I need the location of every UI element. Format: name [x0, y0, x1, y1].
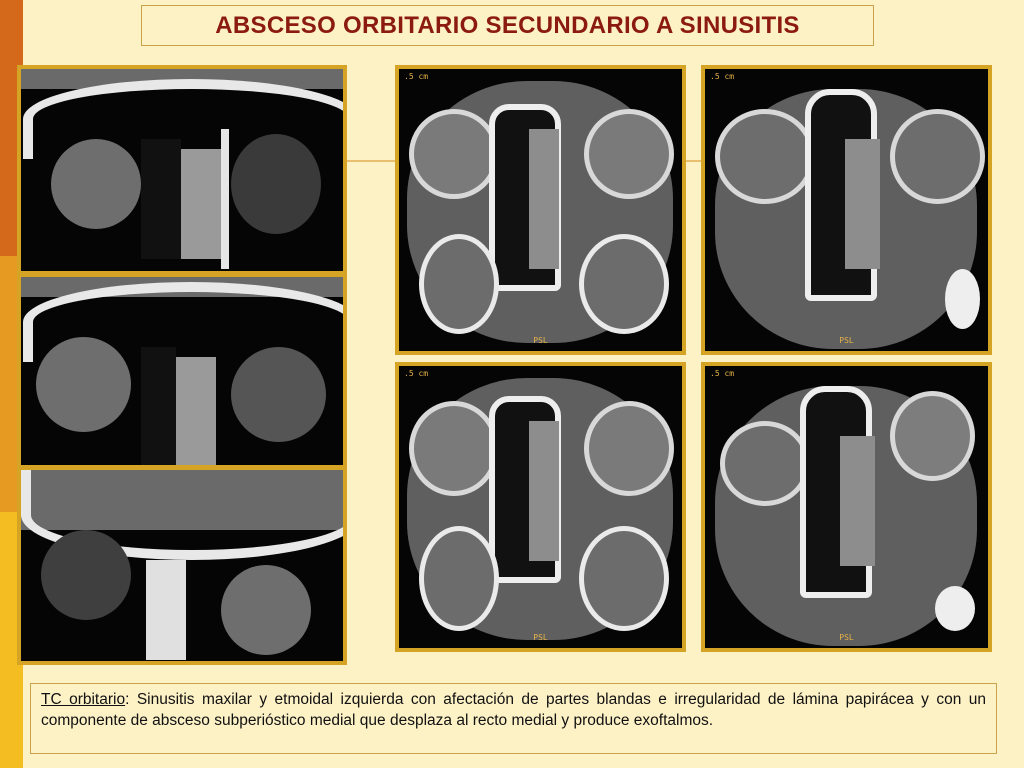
scale-label: .5 cm: [404, 72, 429, 81]
psl-label: PSL: [533, 336, 548, 345]
axial-ct-scan-top-right: [701, 65, 992, 355]
psl-label: PSL: [533, 633, 548, 642]
axial-ct-scan-top-left: [395, 65, 686, 355]
slide-title-box: [141, 5, 874, 46]
connector-line: [346, 160, 398, 162]
coronal-ct-scan-middle: [17, 273, 347, 469]
psl-label: PSL: [839, 336, 854, 345]
scale-label: .5 cm: [404, 369, 429, 378]
scale-label: .5 cm: [710, 369, 735, 378]
coronal-ct-scan-bottom: [17, 466, 347, 665]
scale-label: .5 cm: [710, 72, 735, 81]
axial-ct-scan-bottom-left: [395, 362, 686, 652]
caption-text: : Sinusitis maxilar y etmoidal izquierda con afectación de partes blandas e irregularidad de lámina papirácea y con un componente de absceso subperióstico medial que desplaza al recto medial y produce exoftalmos.: [41, 691, 986, 729]
axial-ct-scan-bottom-right: [701, 362, 992, 652]
psl-label: PSL: [839, 633, 854, 642]
slide-title: ABSCESO ORBITARIO SECUNDARIO A SINUSITIS: [215, 11, 800, 39]
coronal-ct-scan-top: [17, 65, 347, 275]
caption-box: [30, 683, 997, 754]
caption-heading: TC orbitario: [41, 691, 126, 708]
